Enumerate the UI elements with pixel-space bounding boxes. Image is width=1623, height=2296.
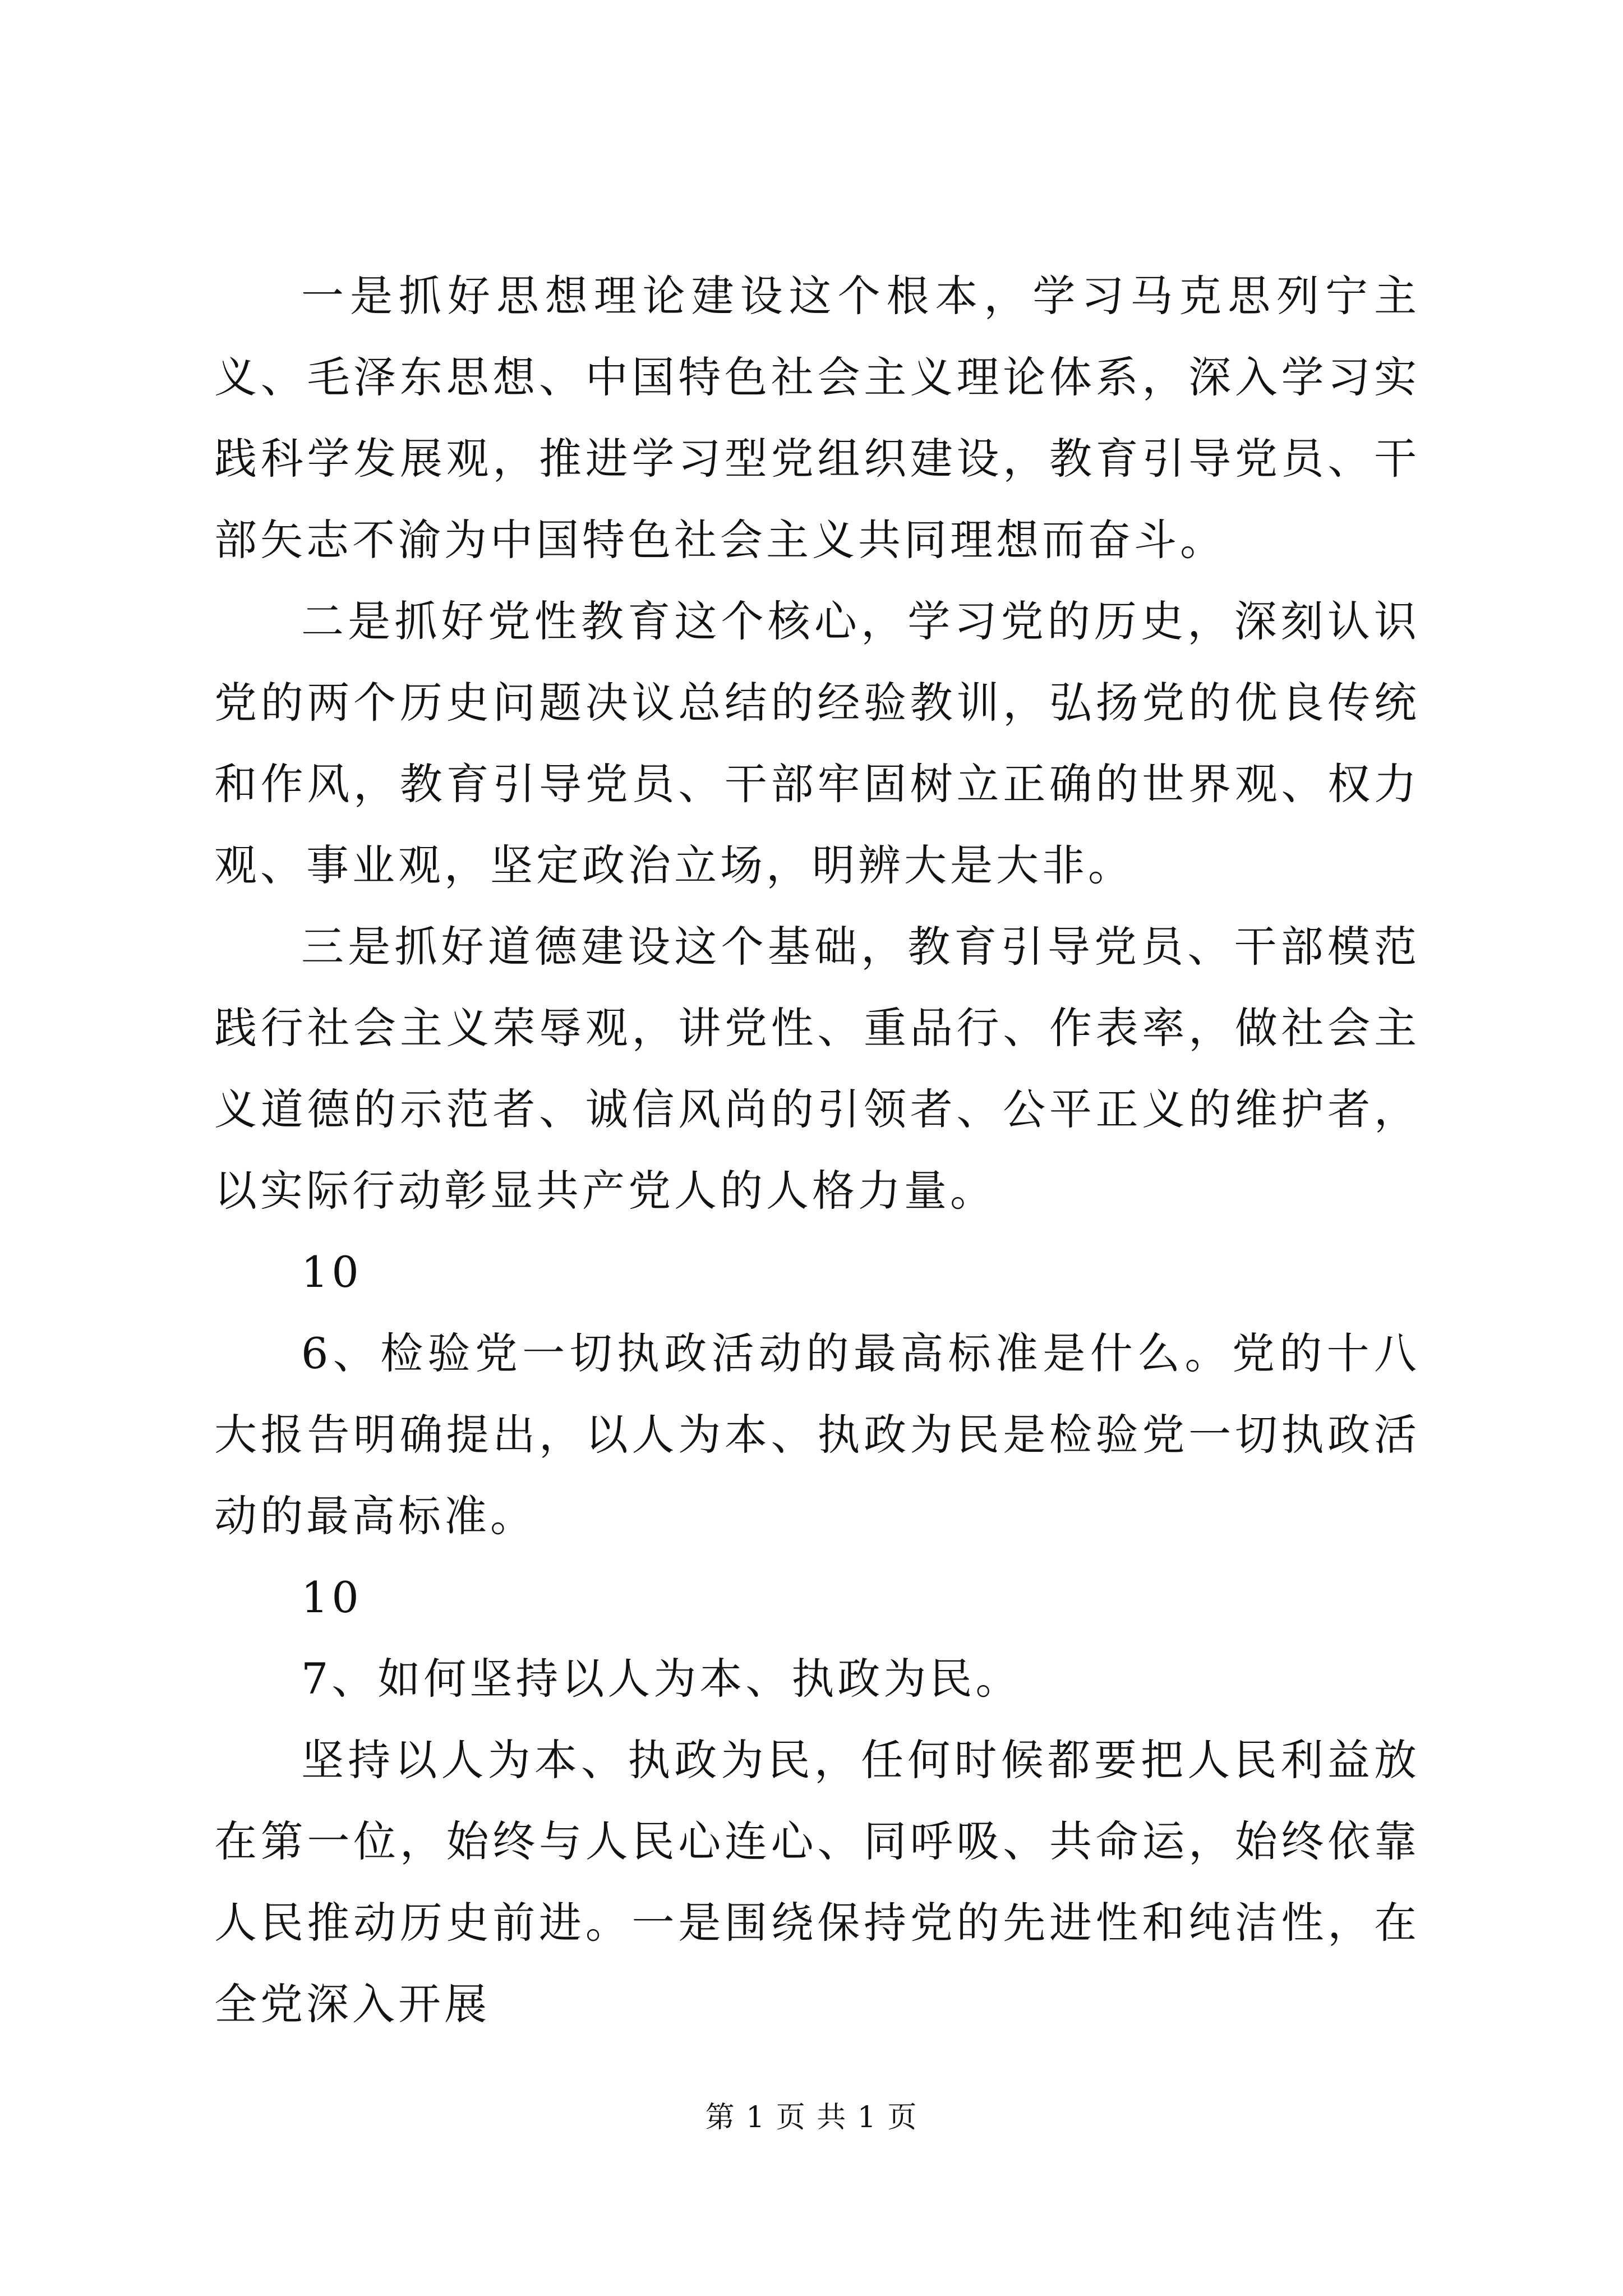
page-footer: 第 1 页 共 1 页 [705, 2101, 918, 2134]
paragraph-answer-7: 坚持以人为本、执政为民，任何时候都要把人民利益放在第一位，始终与人民心连心、同呼吸、共命运，始终依靠人民推动历史前进。一是围绕保持党的先进性和纯洁性，在全党深入开展 [214, 1735, 1420, 2029]
paragraph-number-1: 10 [301, 1247, 362, 1297]
document-body [214, 255, 1420, 2045]
paragraph-question-6: 6、检验党一切执政活动的最高标准是什么。党的十八大报告明确提出，以人为本、执政为民是检验党一切执政活动的最高标准。 [214, 1328, 1420, 1541]
paragraph-1: 一是抓好思想理论建设这个根本，学习马克思列宁主义、毛泽东思想、中国特色社会主义理论体系，深入学习实践科学发展观，推进学习型党组织建设，教育引导党员、干部矢志不渝为中国特色社会主义共同理想而奋斗。 [214, 271, 1420, 565]
paragraph-3: 三是抓好道德建设这个基础，教育引导党员、干部模范践行社会主义荣辱观，讲党性、重品行、作表率，做社会主义道德的示范者、诚信风尚的引领者、公平正义的维护者，以实际行动彰显共产党人的人格力量。 [214, 922, 1420, 1216]
paragraph-2: 二是抓好党性教育这个核心，学习党的历史，深刻认识党的两个历史问题决议总结的经验教训，弘扬党的优良传统和作风，教育引导党员、干部牢固树立正确的世界观、权力观、事业观，坚定政治立场，明辨大是大非。 [214, 596, 1420, 890]
paragraph-number-2: 10 [301, 1572, 362, 1622]
paragraph-question-7: 7、如何坚持以人为本、执政为民。 [301, 1654, 1022, 1704]
